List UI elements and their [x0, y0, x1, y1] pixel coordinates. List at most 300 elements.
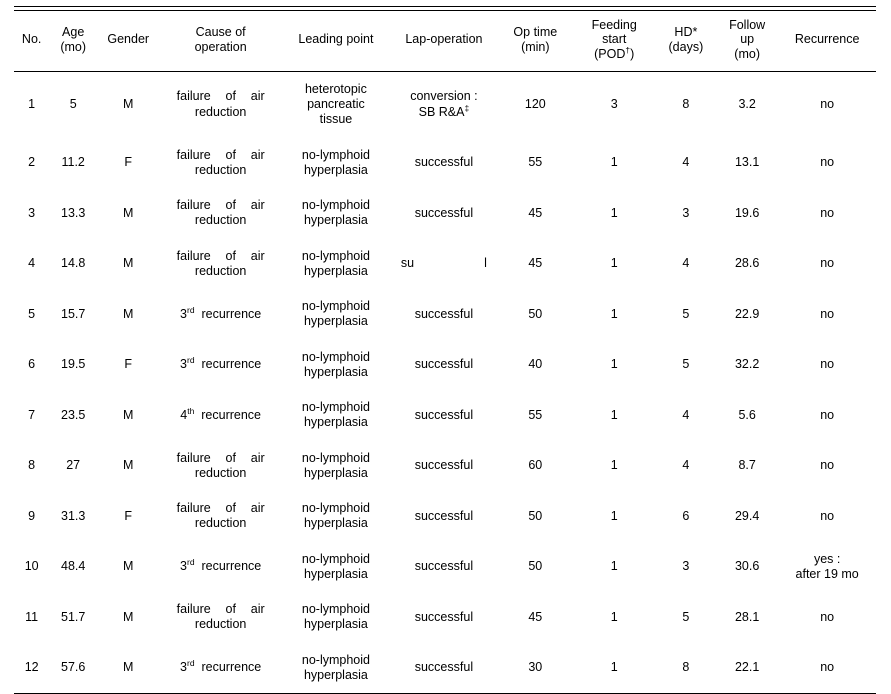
- cell-feeding-start: [573, 390, 656, 441]
- cell-gender-value: M: [123, 407, 134, 422]
- cell-recurrence-line1: no: [820, 407, 835, 422]
- cell-lap-operation: [390, 72, 498, 138]
- cell-leading-line2: hyperplasia: [303, 415, 368, 430]
- cell-lap-operation: [390, 138, 498, 189]
- column-header-no: [14, 11, 49, 71]
- cell-no-value: 7: [28, 407, 36, 422]
- cell-cause: [159, 72, 282, 138]
- cell-follow-up: [716, 138, 778, 189]
- cell-recurrence-line1: no: [820, 155, 835, 170]
- cell-follow-up-value: 8.7: [738, 458, 756, 473]
- cell-lap-operation: [390, 340, 498, 391]
- cell-cause: [159, 340, 282, 391]
- cell-cause-line1: failure of air: [176, 198, 265, 212]
- cell-gender-value: M: [123, 205, 134, 220]
- cell-gender-value: M: [123, 660, 134, 675]
- cell-gender: [97, 340, 159, 391]
- cell-cause: [159, 239, 282, 290]
- column-header-age: [49, 11, 97, 71]
- cell-age: [49, 390, 97, 441]
- column-header-follow-unit: (mo): [734, 47, 760, 61]
- cell-hd-value: 8: [682, 660, 690, 675]
- cell-follow-up: [716, 340, 778, 391]
- cell-cause: [159, 491, 282, 542]
- cell-op-time-value: 60: [528, 458, 543, 473]
- cell-leading-point: [282, 239, 390, 290]
- cell-hd: [656, 592, 716, 643]
- table-row: [14, 289, 876, 340]
- cell-hd: [656, 72, 716, 138]
- cell-no: [14, 441, 49, 492]
- cell-leading-point: [282, 592, 390, 643]
- cell-cause-line1: failure of air: [176, 248, 265, 263]
- cell-hd-value: 5: [682, 609, 690, 624]
- cell-feeding-start-value: 1: [610, 609, 618, 624]
- cell-recurrence: [778, 340, 876, 391]
- cell-hd-value: 4: [682, 458, 690, 473]
- cell-feeding-start-value: 1: [610, 407, 618, 422]
- cell-lap-value: successful: [414, 609, 474, 624]
- column-header-age-unit: (mo): [60, 39, 87, 54]
- cell-gender-value: M: [123, 609, 134, 624]
- cell-recurrence-line1: no: [820, 660, 835, 675]
- cell-age-value: 14.8: [61, 256, 86, 271]
- cell-no: [14, 643, 49, 694]
- cell-no-value: 12: [24, 660, 39, 675]
- cell-no: [14, 340, 49, 391]
- cell-hd: [656, 188, 716, 239]
- cell-gender: [97, 72, 159, 138]
- cell-no-value: 11: [25, 609, 39, 624]
- column-header-cause-label: Cause of: [195, 24, 246, 39]
- cell-lap-operation: [390, 592, 498, 643]
- cell-no: [14, 491, 49, 542]
- column-header-optime-label: Op time: [513, 24, 558, 39]
- cell-op-time-value: 120: [524, 97, 546, 111]
- cell-feeding-start-value: 1: [610, 256, 618, 271]
- cell-recurrence: [778, 542, 876, 593]
- column-header-optime-unit: (min): [521, 39, 550, 54]
- cell-recurrence-line1: no: [820, 205, 835, 220]
- cell-lap-operation: [390, 239, 498, 290]
- table-header-row: [14, 11, 876, 71]
- cell-lap-value: su l: [400, 256, 487, 271]
- cell-leading-line3: tissue: [319, 112, 353, 127]
- cell-no-value: 1: [28, 97, 36, 111]
- cell-follow-up-value: 5.6: [738, 407, 756, 422]
- table-row: [14, 188, 876, 239]
- cell-op-time: [498, 441, 573, 492]
- cell-op-time-value: 50: [528, 508, 543, 523]
- cell-age: [49, 138, 97, 189]
- cell-age-value: 19.5: [61, 357, 86, 372]
- cell-gender-value: M: [123, 306, 134, 321]
- cell-gender: [97, 188, 159, 239]
- cell-lap-value: successful: [414, 407, 474, 422]
- table-row: [14, 138, 876, 189]
- cell-leading-point: [282, 491, 390, 542]
- cell-age: [49, 340, 97, 391]
- cell-no-value: 2: [28, 155, 36, 170]
- cell-lap-value: successful: [414, 559, 474, 574]
- cell-cause-line1: failure of air: [176, 501, 265, 515]
- cell-feeding-start: [573, 542, 656, 593]
- cell-hd: [656, 340, 716, 391]
- cell-age: [49, 542, 97, 593]
- cell-follow-up-value: 28.1: [734, 609, 760, 624]
- cell-leading-point: [282, 441, 390, 492]
- cell-op-time-value: 45: [528, 256, 543, 271]
- cell-leading-point: [282, 289, 390, 340]
- cell-no: [14, 390, 49, 441]
- cell-op-time: [498, 72, 573, 138]
- column-header-hd-label: HD*: [674, 24, 698, 39]
- column-header-leading-label: Leading point: [298, 32, 374, 47]
- cell-hd-value: 6: [682, 508, 690, 523]
- cell-age-value: 51.7: [61, 609, 86, 624]
- cell-feeding-start: [573, 289, 656, 340]
- table-row: [14, 340, 876, 391]
- column-header-follow-label: Follow: [729, 17, 766, 32]
- cell-gender-value: M: [123, 559, 134, 574]
- cell-leading-line1: no-lymphoid: [301, 248, 370, 263]
- cell-gender: [97, 643, 159, 694]
- cell-op-time-value: 30: [528, 660, 543, 675]
- table-row: [14, 491, 876, 542]
- cell-cause-line2: reduction: [194, 263, 247, 278]
- cell-hd: [656, 441, 716, 492]
- cell-no: [14, 289, 49, 340]
- cell-op-time: [498, 289, 573, 340]
- cell-gender: [97, 491, 159, 542]
- cell-recurrence: [778, 72, 876, 138]
- cell-cause-value: 3rd recurrence: [180, 304, 262, 321]
- cell-op-time: [498, 188, 573, 239]
- cell-no: [14, 138, 49, 189]
- column-header-gender-label: Gender: [107, 32, 150, 47]
- cell-hd-value: 4: [682, 256, 690, 271]
- cell-gender: [97, 542, 159, 593]
- cell-recurrence: [778, 289, 876, 340]
- cell-lap-operation: [390, 390, 498, 441]
- cell-feeding-start-value: 1: [610, 458, 618, 473]
- column-header-no-label: No.: [21, 32, 42, 47]
- cell-follow-up-value: 19.6: [734, 205, 760, 220]
- cell-lap-value: successful: [414, 155, 474, 170]
- cell-lap-operation: [390, 289, 498, 340]
- cell-leading-line2: hyperplasia: [303, 465, 368, 480]
- cell-recurrence: [778, 239, 876, 290]
- cell-lap-value: successful: [414, 306, 474, 321]
- cell-feeding-start: [573, 491, 656, 542]
- cell-leading-point: [282, 542, 390, 593]
- cell-leading-line2: hyperplasia: [303, 516, 368, 531]
- cell-follow-up: [716, 289, 778, 340]
- cell-gender: [97, 390, 159, 441]
- cell-leading-line1: no-lymphoid: [301, 652, 370, 667]
- cell-feeding-start: [573, 643, 656, 694]
- column-header-feeding-label: Feeding: [591, 17, 637, 32]
- table-row: [14, 72, 876, 138]
- cell-feeding-start: [573, 441, 656, 492]
- cell-no: [14, 72, 49, 138]
- cell-cause: [159, 643, 282, 694]
- cell-age-value: 57.6: [61, 660, 86, 675]
- column-header-optime: [498, 11, 573, 71]
- cell-hd-value: 4: [682, 155, 690, 170]
- cell-age: [49, 188, 97, 239]
- cell-op-time-value: 55: [528, 407, 543, 422]
- cell-feeding-start-value: 1: [610, 508, 618, 523]
- cell-age: [49, 491, 97, 542]
- cell-hd: [656, 491, 716, 542]
- cell-hd-value: 8: [682, 97, 690, 111]
- cell-leading-line2: hyperplasia: [303, 213, 368, 228]
- cell-cause: [159, 542, 282, 593]
- cell-leading-line1: no-lymphoid: [301, 602, 370, 616]
- cell-lap-value: successful: [414, 660, 474, 675]
- cell-lap-value: successful: [414, 508, 474, 523]
- cell-leading-point: [282, 643, 390, 694]
- cell-cause-line1: failure of air: [176, 89, 265, 104]
- cell-gender: [97, 239, 159, 290]
- cell-cause-line2: reduction: [194, 465, 247, 480]
- cell-age: [49, 239, 97, 290]
- cell-cause: [159, 188, 282, 239]
- cell-lap-operation: [390, 542, 498, 593]
- cell-recurrence-line1: no: [820, 458, 835, 473]
- cell-follow-up-value: 13.1: [734, 155, 760, 170]
- cell-age-value: 5: [69, 97, 77, 111]
- cell-lap-value: successful: [414, 458, 474, 473]
- cell-leading-line2: hyperplasia: [303, 667, 368, 682]
- cell-follow-up: [716, 72, 778, 138]
- cell-no-value: 10: [24, 559, 39, 574]
- cell-op-time: [498, 138, 573, 189]
- cell-recurrence: [778, 188, 876, 239]
- cell-gender-value: M: [123, 458, 134, 473]
- cell-recurrence: [778, 491, 876, 542]
- cell-leading-point: [282, 390, 390, 441]
- cell-cause-line1: failure of air: [176, 147, 265, 162]
- cell-leading-line2: hyperplasia: [303, 263, 368, 278]
- cell-leading-line1: no-lymphoid: [301, 450, 370, 465]
- cell-cause-line2: reduction: [194, 516, 247, 531]
- cell-leading-point: [282, 188, 390, 239]
- cell-cause-line1: failure of air: [176, 602, 265, 616]
- cell-recurrence: [778, 138, 876, 189]
- cell-cause-value: 3rd recurrence: [180, 556, 262, 574]
- patient-data-table-body: [14, 72, 876, 693]
- cell-age: [49, 289, 97, 340]
- cell-cause-value: 4th recurrence: [180, 405, 262, 422]
- column-header-feeding-sub: start: [602, 32, 627, 47]
- cell-gender-value: M: [123, 97, 134, 111]
- cell-no: [14, 542, 49, 593]
- cell-gender: [97, 592, 159, 643]
- cell-feeding-start-value: 1: [610, 306, 618, 321]
- column-header-hd: [656, 11, 716, 71]
- cell-follow-up-value: 22.1: [734, 660, 760, 675]
- cell-op-time: [498, 239, 573, 290]
- cell-cause: [159, 289, 282, 340]
- table-top-rule-outer: [14, 6, 876, 7]
- cell-feeding-start-value: 1: [610, 559, 618, 574]
- cell-lap-line2: SB R&A‡: [418, 102, 470, 119]
- cell-follow-up: [716, 542, 778, 593]
- cell-hd: [656, 289, 716, 340]
- cell-cause: [159, 390, 282, 441]
- cell-op-time-value: 50: [528, 559, 543, 574]
- cell-recurrence-line1: no: [820, 306, 835, 321]
- cell-cause: [159, 592, 282, 643]
- cell-leading-line1: no-lymphoid: [301, 400, 370, 414]
- cell-leading-line2: hyperplasia: [303, 314, 368, 329]
- cell-follow-up-value: 32.2: [734, 357, 760, 372]
- cell-gender: [97, 289, 159, 340]
- cell-gender: [97, 138, 159, 189]
- cell-no-value: 3: [28, 205, 36, 220]
- cell-gender-value: M: [123, 256, 134, 271]
- cell-hd: [656, 542, 716, 593]
- cell-hd: [656, 643, 716, 694]
- cell-recurrence-line1: no: [820, 609, 835, 624]
- column-header-follow-sub: up: [740, 32, 755, 47]
- cell-leading-point: [282, 138, 390, 189]
- cell-op-time: [498, 390, 573, 441]
- cell-follow-up-value: 28.6: [734, 256, 760, 271]
- cell-recurrence-line1: no: [820, 256, 835, 271]
- cell-age: [49, 441, 97, 492]
- cell-age-value: 27: [66, 458, 81, 473]
- cell-follow-up: [716, 239, 778, 290]
- cell-follow-up-value: 3.2: [738, 97, 756, 111]
- cell-hd-value: 5: [682, 357, 690, 372]
- cell-leading-line2: pancreatic: [307, 97, 365, 111]
- cell-gender-value: F: [124, 357, 133, 372]
- table-row: [14, 542, 876, 593]
- cell-recurrence-line1: no: [820, 508, 835, 523]
- cell-recurrence-line1: no: [820, 357, 835, 372]
- cell-leading-line1: no-lymphoid: [301, 349, 370, 364]
- cell-recurrence: [778, 441, 876, 492]
- patient-data-table: [14, 11, 876, 71]
- cell-cause: [159, 441, 282, 492]
- cell-lap-line1: conversion :: [410, 89, 478, 104]
- column-header-feeding: [573, 11, 656, 71]
- cell-cause-line2: reduction: [194, 104, 247, 119]
- cell-recurrence-line1: yes :: [813, 551, 841, 566]
- cell-age-value: 13.3: [61, 205, 86, 220]
- cell-follow-up: [716, 188, 778, 239]
- column-header-feeding-unit: (POD†): [594, 44, 635, 61]
- cell-leading-point: [282, 340, 390, 391]
- column-header-age-label: Age: [62, 24, 85, 39]
- cell-leading-line1: heterotopic: [304, 81, 367, 96]
- cell-no-value: 5: [28, 306, 36, 321]
- cell-op-time-value: 55: [528, 155, 543, 170]
- table-row: [14, 441, 876, 492]
- cell-recurrence: [778, 592, 876, 643]
- cell-recurrence-line1: no: [820, 97, 835, 111]
- table-row: [14, 643, 876, 694]
- cell-no-value: 6: [28, 357, 36, 372]
- cell-age-value: 31.3: [61, 508, 86, 523]
- cell-leading-line1: no-lymphoid: [301, 147, 370, 162]
- cell-cause-line2: reduction: [194, 617, 247, 632]
- cell-op-time-value: 45: [528, 609, 543, 624]
- cell-leading-point: [282, 72, 390, 138]
- cell-follow-up: [716, 390, 778, 441]
- cell-follow-up: [716, 491, 778, 542]
- cell-leading-line1: no-lymphoid: [301, 198, 370, 212]
- cell-feeding-start-value: 1: [610, 205, 618, 220]
- cell-hd: [656, 138, 716, 189]
- cell-lap-operation: [390, 491, 498, 542]
- column-header-leading: [282, 11, 390, 71]
- cell-age: [49, 72, 97, 138]
- cell-cause-line1: failure of air: [176, 450, 265, 465]
- cell-hd: [656, 239, 716, 290]
- cell-age-value: 23.5: [61, 407, 86, 422]
- cell-hd-value: 3: [682, 559, 690, 574]
- column-header-lap: [390, 11, 498, 71]
- cell-gender-value: F: [124, 508, 133, 523]
- cell-feeding-start: [573, 592, 656, 643]
- cell-lap-value: successful: [414, 357, 474, 372]
- cell-gender: [97, 441, 159, 492]
- cell-no: [14, 592, 49, 643]
- cell-hd-value: 4: [682, 407, 690, 422]
- table-body: [14, 72, 876, 693]
- cell-age-value: 15.7: [61, 306, 86, 321]
- cell-gender-value: F: [124, 155, 133, 170]
- cell-no-value: 9: [28, 508, 36, 523]
- cell-leading-line1: no-lymphoid: [301, 299, 370, 313]
- cell-follow-up-value: 30.6: [734, 559, 760, 574]
- cell-cause-line2: reduction: [194, 213, 247, 228]
- cell-recurrence-line2: after 19 mo: [795, 566, 859, 581]
- cell-no: [14, 239, 49, 290]
- cell-follow-up: [716, 643, 778, 694]
- cell-op-time-value: 50: [528, 306, 543, 321]
- cell-leading-line2: hyperplasia: [303, 566, 368, 581]
- cell-leading-line1: no-lymphoid: [301, 551, 370, 566]
- cell-cause-line2: reduction: [194, 162, 247, 177]
- cell-op-time-value: 40: [528, 357, 543, 372]
- cell-hd: [656, 390, 716, 441]
- cell-op-time: [498, 340, 573, 391]
- cell-feeding-start-value: 1: [610, 155, 618, 170]
- table-row: [14, 239, 876, 290]
- cell-lap-operation: [390, 188, 498, 239]
- column-header-lap-label: Lap-operation: [405, 32, 483, 47]
- cell-feeding-start: [573, 138, 656, 189]
- cell-no-value: 4: [28, 256, 36, 271]
- column-header-cause-sub: operation: [194, 39, 247, 54]
- column-header-recurrence-label: Recurrence: [794, 32, 860, 47]
- column-header-cause: [159, 11, 282, 71]
- cell-cause-value: 3rd recurrence: [180, 354, 262, 372]
- cell-op-time-value: 45: [528, 205, 543, 220]
- cell-op-time: [498, 542, 573, 593]
- cell-recurrence: [778, 390, 876, 441]
- cell-feeding-start-value: 1: [610, 357, 618, 372]
- cell-no-value: 8: [28, 458, 36, 473]
- cell-no: [14, 188, 49, 239]
- cell-feeding-start: [573, 72, 656, 138]
- cell-feeding-start: [573, 340, 656, 391]
